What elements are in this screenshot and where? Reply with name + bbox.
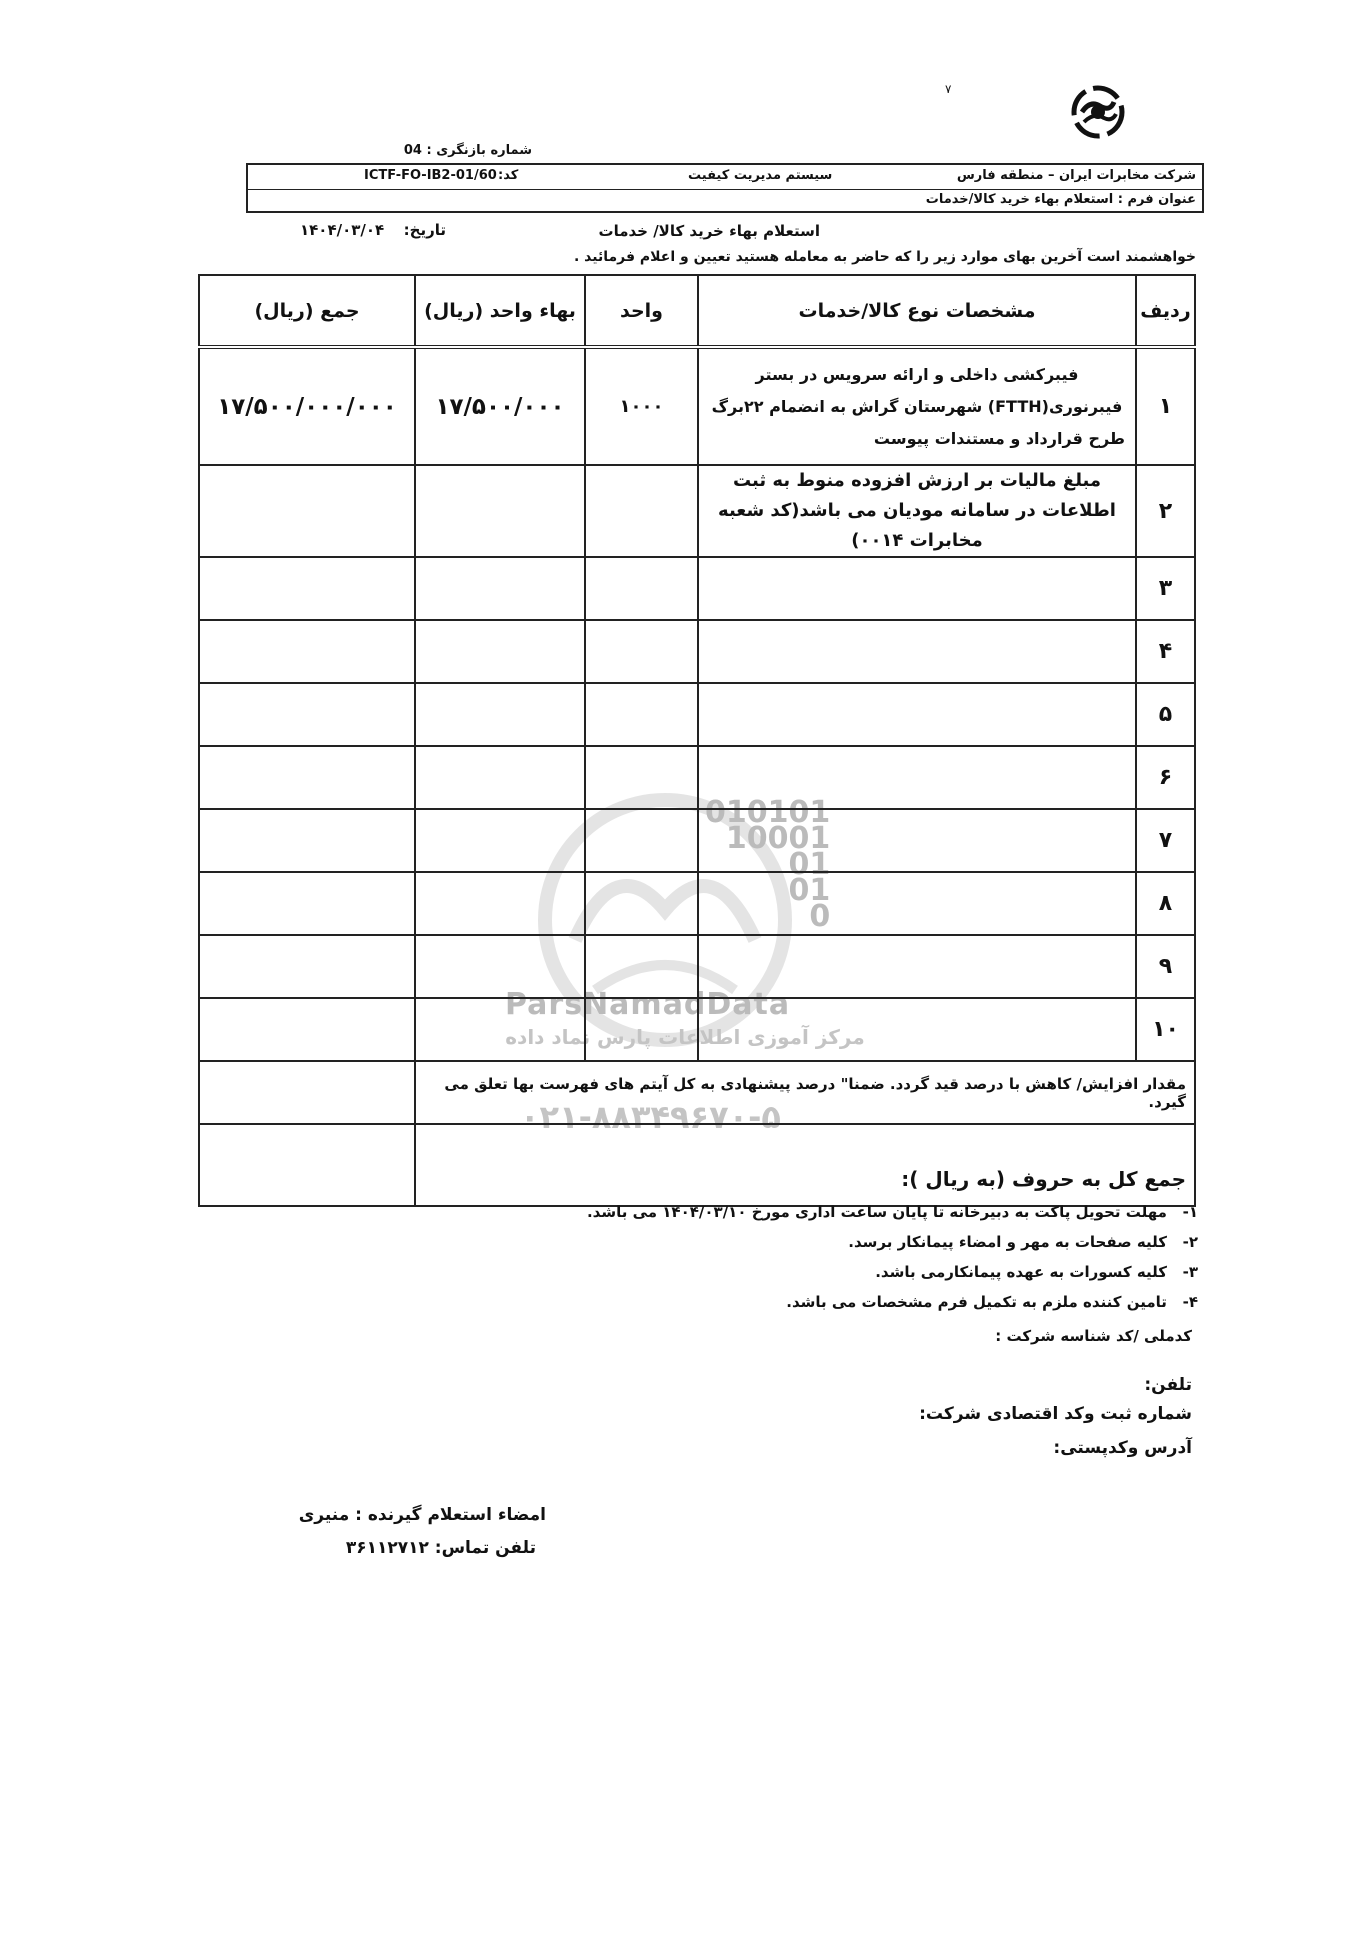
cell-unit-price [415,809,585,872]
table-row [199,998,1195,1061]
cell-total [199,683,415,746]
cell-spec [698,998,1136,1061]
cell-row-number: ۷ [1136,809,1195,872]
cell-spec [698,935,1136,998]
cell-total [199,809,415,872]
table-row [199,347,1195,465]
document-title: استعلام بهاء خرید کالا/ خدمات [598,222,820,240]
registration-field: شماره ثبت وکد اقتصادی شرکت: [919,1404,1192,1424]
cell-unit-price [415,620,585,683]
cell-total [199,998,415,1061]
table-row [199,683,1195,746]
cell-unit-price: ۱۷/۵۰۰/۰۰۰ [415,347,585,465]
cell-spec [698,746,1136,809]
note-item: ۲- کلیه صفحات به مهر و امضاء پیمانکار برسد. [848,1233,1198,1251]
cell-unit-price [415,935,585,998]
contact-phone: تلفن تماس: ۳۶۱۱۲۷۱۲ [345,1538,536,1558]
header-unit-price: بهاء واحد (ریال) [415,275,585,347]
cell-total [199,465,415,557]
header-total: جمع (ریال) [199,275,415,347]
cell-total [199,620,415,683]
header-unit: واحد [585,275,698,347]
change-note-total-cell [199,1061,415,1124]
table-row [199,935,1195,998]
cell-spec [698,809,1136,872]
top-mark: ۷ [945,82,952,96]
national-id-field: کدملی /کد شناسه شرکت : [995,1327,1192,1345]
cell-unit-price [415,872,585,935]
watermark-line1: مرکز آموزی اطلاعات پارس نماد داده [505,1025,865,1049]
cell-unit: ۱۰۰۰ [585,347,698,465]
watermark-binary: 010101 10001 01 01 0 [705,795,831,934]
cell-total [199,872,415,935]
change-note: مقدار افزایش/ کاهش با درصد قید گردد. ضمنا" درصد پیشنهادی به کل آیتم های فهرست بها تعلق می گیرد. [415,1061,1195,1124]
watermark-brand: ParsNamadData [505,987,791,1022]
cell-unit [585,746,698,809]
notes-list [498,1203,1198,1323]
cell-total [199,746,415,809]
note-item: ۴- تامین کننده ملزم به تکمیل فرم مشخصات می باشد. [786,1293,1198,1311]
watermark-phone: ۰۲۱-۸۸۳۴۹۶۷۰-۵ [520,1098,781,1136]
note-item: ۱- مهلت تحویل پاکت به دبیرخانه تا پایان ساعت اداری مورخ ۱۴۰۴/۰۳/۱۰ می باشد. [586,1203,1198,1221]
header-spec: مشخصات نوع کالا/خدمات [698,275,1136,347]
table-row [199,746,1195,809]
cell-unit [585,683,698,746]
cell-row-number: ۱۰ [1136,998,1195,1061]
cell-unit-price [415,557,585,620]
telecom-logo-icon [1068,82,1128,142]
total-words-value-cell [199,1124,415,1206]
cell-spec: فیبرکشی داخلی و ارائه سرویس در بستر فیبرنوری(FTTH) شهرستان گراش به انضمام ۲۲برگ طرح قرارداد و مستندات پیوست [698,347,1136,465]
cell-row-number: ۳ [1136,557,1195,620]
cell-unit-price [415,746,585,809]
header-row-number: ردیف [1136,275,1195,347]
cell-spec [698,872,1136,935]
cell-row-number: ۶ [1136,746,1195,809]
table-row [199,620,1195,683]
table-row [199,809,1195,872]
cell-row-number: ۵ [1136,683,1195,746]
form-header [246,163,1204,213]
form-title: عنوان فرم : استعلام بهاء خرید کالا/خدمات [925,192,1196,207]
cell-total [199,557,415,620]
cell-total: ۱۷/۵۰۰/۰۰۰/۰۰۰ [199,347,415,465]
total-words-row [199,1124,1195,1206]
receiver-signature: امضاء استعلام گیرنده : منیری [298,1505,546,1525]
cell-unit [585,557,698,620]
table-row [199,557,1195,620]
intro-text: خواهشمند است آخرین بهای موارد زیر را که حاضر به معامله هستید تعیین و اعلام فرمائید . [573,249,1196,265]
table-header-row [199,275,1195,347]
company-name: شرکت مخابرات ایران – منطقه فارس [956,168,1196,183]
note-item: ۳- کلیه کسورات به عهده پیمانکارمی باشد. [875,1263,1198,1281]
cell-spec [698,683,1136,746]
cell-unit [585,465,698,557]
cell-total [199,935,415,998]
cell-spec: مبلغ مالیات بر ارزش افزوده منوط به ثبت اطلاعات در سامانه مودیان می باشد(کد شعبه مخابرات ۰۰۱۴) [698,465,1136,557]
cell-unit [585,872,698,935]
price-inquiry-table [198,274,1196,1207]
date-label: تاریخ: [403,221,446,239]
cell-unit [585,620,698,683]
cell-spec [698,620,1136,683]
table-row [199,872,1195,935]
cell-row-number: ۹ [1136,935,1195,998]
change-note-row [199,1061,1195,1124]
cell-unit-price [415,683,585,746]
cell-row-number: ۲ [1136,465,1195,557]
date-value: ۱۴۰۴/۰۳/۰۴ [300,221,385,239]
cell-unit [585,935,698,998]
cell-row-number: ۱ [1136,347,1195,465]
revision-number: شماره بازنگری : 04 [403,143,532,158]
table-row [199,465,1195,557]
cell-unit [585,809,698,872]
cell-row-number: ۸ [1136,872,1195,935]
code-label: کد: [498,168,519,183]
form-code: ICTF-FO-IB2-01/60 [364,168,497,183]
quality-system: سیستم مدیریت کیفیت [688,168,833,183]
cell-unit-price [415,998,585,1061]
cell-unit [585,998,698,1061]
cell-unit-price [415,465,585,557]
phone-field: تلفن: [1144,1375,1192,1395]
address-field: آدرس وکدپستی: [1053,1438,1192,1458]
cell-row-number: ۴ [1136,620,1195,683]
total-words-label: جمع کل به حروف (به ریال ): [415,1124,1195,1206]
cell-spec [698,557,1136,620]
